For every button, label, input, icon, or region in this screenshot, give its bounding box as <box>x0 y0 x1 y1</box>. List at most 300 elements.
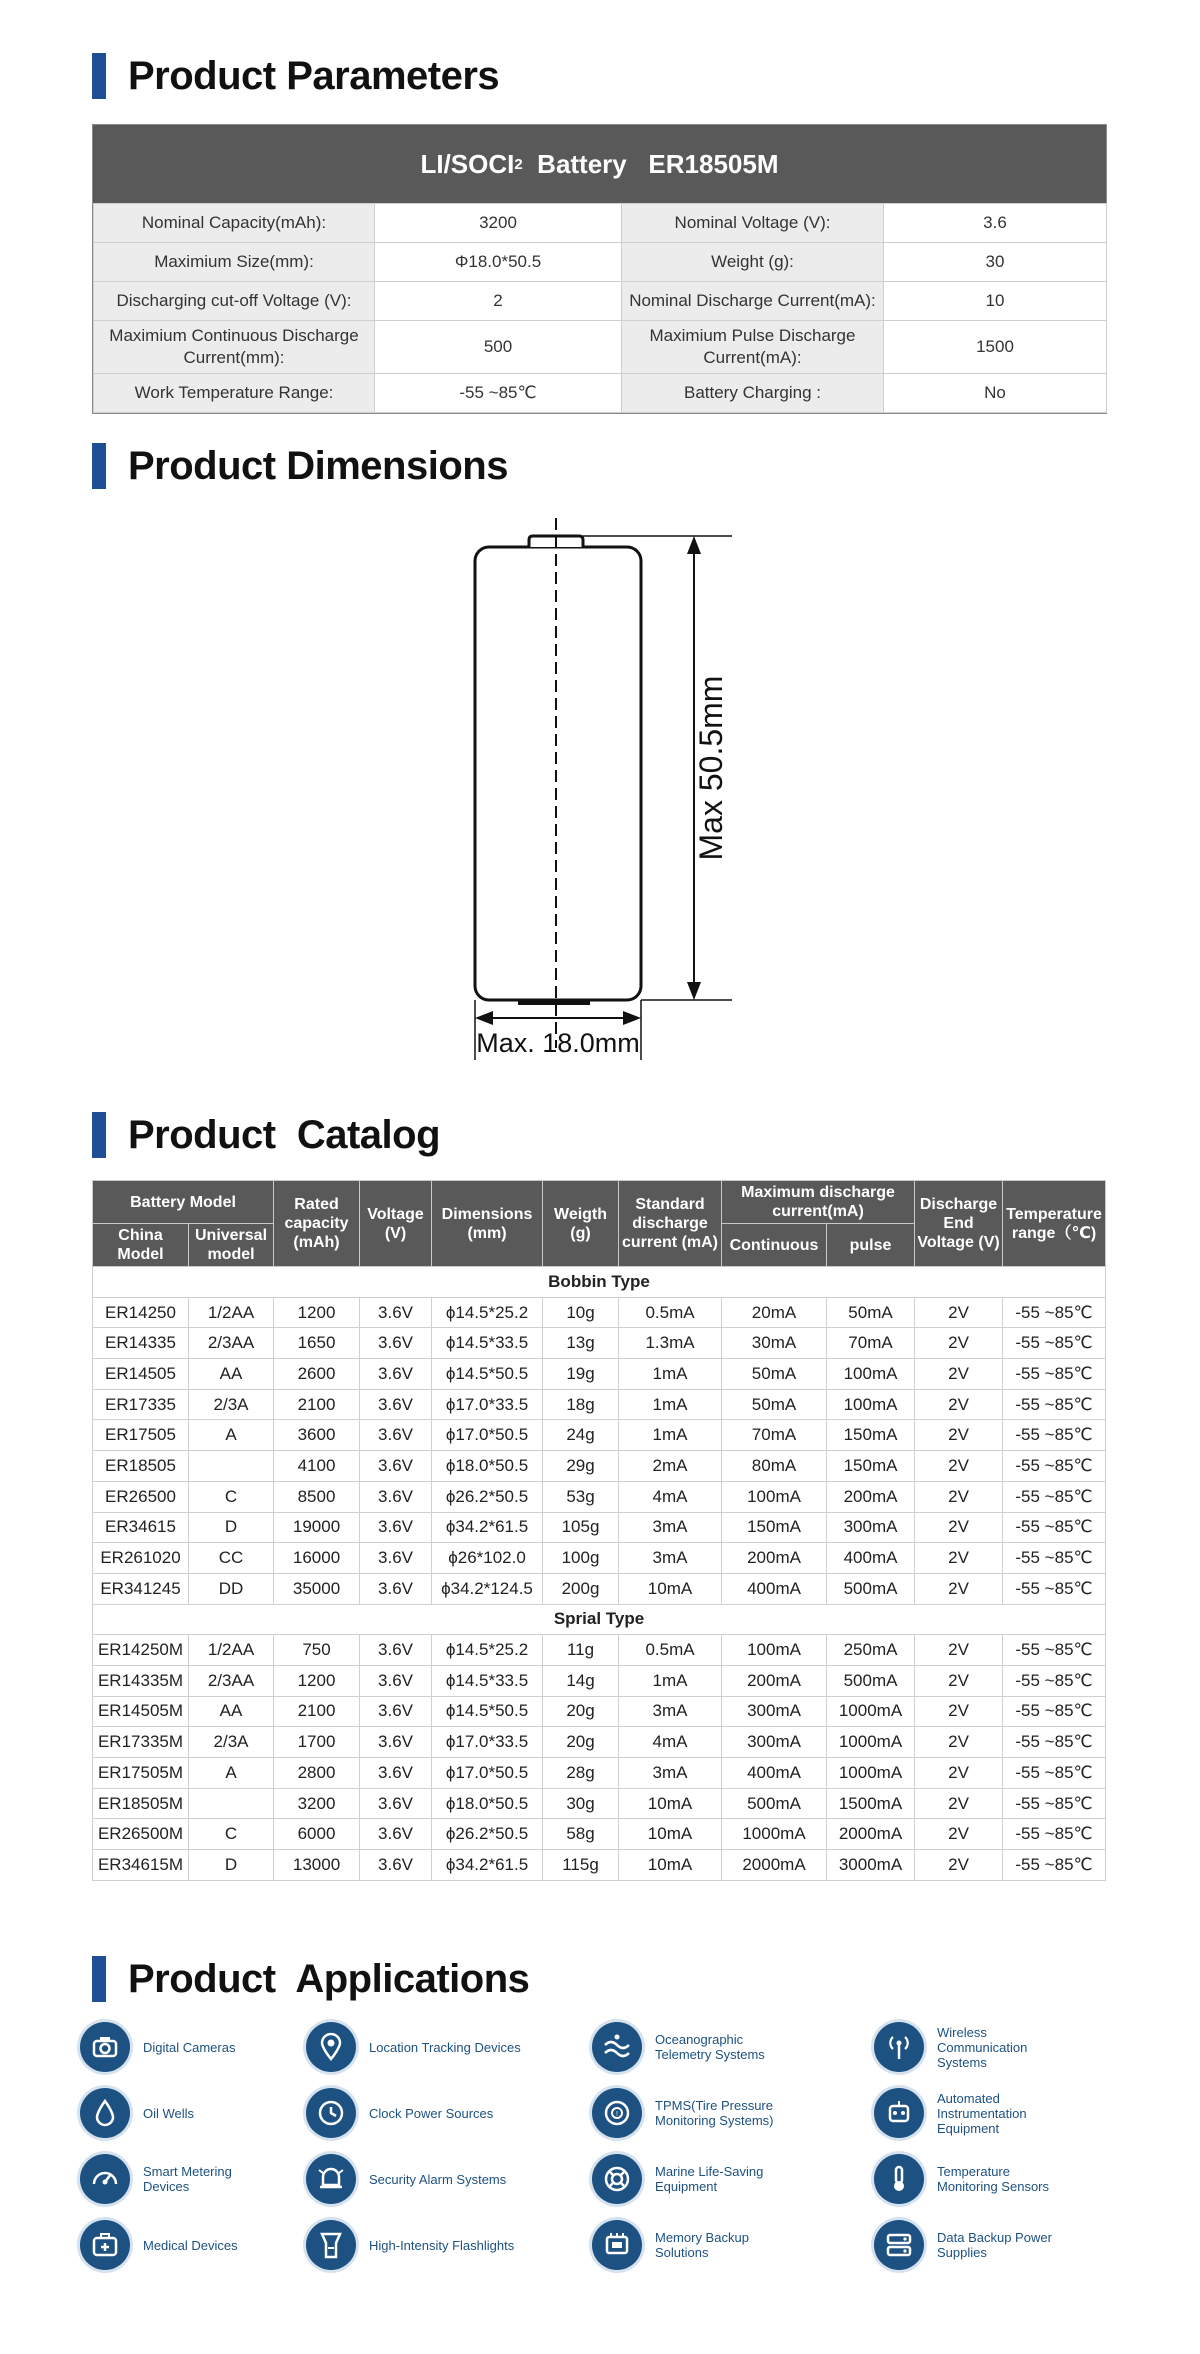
table-cell: 150mA <box>827 1451 915 1482</box>
catalog-table <box>92 1180 1105 1881</box>
table-cell: 3600 <box>274 1420 360 1451</box>
parameter-value: 10 <box>884 282 1107 321</box>
table-cell: 19000 <box>274 1512 360 1543</box>
section-heading-dimensions <box>92 442 508 490</box>
arrowhead-left <box>475 1011 493 1025</box>
oil-drop-icon <box>80 2088 130 2138</box>
parameter-label: Discharging cut-off Voltage (V): <box>94 282 375 321</box>
table-cell: 3.6V <box>360 1451 432 1482</box>
parameters-table <box>92 124 1107 414</box>
application-item <box>80 2022 235 2072</box>
application-label: Wireless Communication Systems <box>937 2024 1028 2070</box>
table-cell: 300mA <box>722 1727 827 1758</box>
table-cell: 30g <box>543 1788 619 1819</box>
table-cell: -55 ~85℃ <box>1003 1481 1106 1512</box>
table-cell: 1000mA <box>827 1727 915 1758</box>
table-row <box>93 1389 1106 1420</box>
table-row <box>93 1665 1106 1696</box>
table-cell: 3.6V <box>360 1665 432 1696</box>
table-cell: 200mA <box>827 1481 915 1512</box>
application-label: Digital Cameras <box>143 2039 236 2055</box>
table-cell: 2mA <box>619 1451 722 1482</box>
svg-text:!: ! <box>616 2111 618 2118</box>
table-cell: ER17505M <box>93 1758 189 1789</box>
table-cell: 3.6V <box>360 1297 432 1328</box>
table-cell: 200mA <box>722 1543 827 1574</box>
table-cell: ER18505M <box>93 1788 189 1819</box>
parameter-row <box>94 282 1107 321</box>
table-row <box>93 1727 1106 1758</box>
header-battery-model: Battery Model <box>93 1181 274 1224</box>
table-cell: 13g <box>543 1328 619 1359</box>
table-cell: 2100 <box>274 1696 360 1727</box>
table-cell: 1mA <box>619 1389 722 1420</box>
table-cell: 1/2AA <box>189 1297 274 1328</box>
parameter-value: -55 ~85℃ <box>375 374 622 413</box>
table-cell: 3.6V <box>360 1696 432 1727</box>
table-cell: ER26500 <box>93 1481 189 1512</box>
table-cell: ϕ26.2*50.5 <box>432 1481 543 1512</box>
table-cell: ϕ14.5*50.5 <box>432 1359 543 1390</box>
table-cell: ER341245 <box>93 1573 189 1604</box>
table-cell: 2600 <box>274 1359 360 1390</box>
title-subscript: 2 <box>514 155 523 173</box>
group-row <box>93 1604 1106 1635</box>
table-cell: ER14250M <box>93 1635 189 1666</box>
parameter-label: Maximium Size(mm): <box>94 243 375 282</box>
table-row <box>93 1788 1106 1819</box>
table-cell: 3.6V <box>360 1481 432 1512</box>
table-row <box>93 1696 1106 1727</box>
table-cell: 2V <box>915 1297 1003 1328</box>
table-cell: 300mA <box>827 1512 915 1543</box>
header-std-discharge: Standard discharge current (mA) <box>619 1181 722 1267</box>
section-heading-parameters <box>92 52 499 100</box>
tire-icon <box>592 2088 642 2138</box>
table-cell: 2V <box>915 1788 1003 1819</box>
table-cell: 2100 <box>274 1389 360 1420</box>
table-cell: ϕ14.5*33.5 <box>432 1328 543 1359</box>
table-cell: A <box>189 1420 274 1451</box>
parameter-value: 3200 <box>375 204 622 243</box>
table-cell: 2/3A <box>189 1389 274 1420</box>
parameter-label: Nominal Capacity(mAh): <box>94 204 375 243</box>
section-title: Product Parameters <box>128 53 500 98</box>
table-cell: ER261020 <box>93 1543 189 1574</box>
table-cell: 2/3AA <box>189 1328 274 1359</box>
table-cell: 8500 <box>274 1481 360 1512</box>
application-label: Medical Devices <box>143 2237 238 2253</box>
table-cell: 2/3A <box>189 1727 274 1758</box>
table-cell: 3.6V <box>360 1573 432 1604</box>
parameter-value: 30 <box>884 243 1107 282</box>
table-cell: 3.6V <box>360 1788 432 1819</box>
table-cell: -55 ~85℃ <box>1003 1788 1106 1819</box>
table-row <box>93 1758 1106 1789</box>
heading-accent-bar <box>92 443 106 489</box>
table-cell: CC <box>189 1543 274 1574</box>
header-voltage: Voltage (V) <box>360 1181 432 1267</box>
table-cell: 50mA <box>722 1359 827 1390</box>
parameter-value: 2 <box>375 282 622 321</box>
table-cell: 3000mA <box>827 1850 915 1881</box>
table-cell: 100g <box>543 1543 619 1574</box>
table-cell: 500mA <box>722 1788 827 1819</box>
table-cell: 1000mA <box>827 1758 915 1789</box>
table-cell: 1000mA <box>722 1819 827 1850</box>
heading-accent-bar <box>92 1956 106 2002</box>
parameter-label: Work Temperature Range: <box>94 374 375 413</box>
group-row <box>93 1267 1106 1298</box>
table-cell: 500mA <box>827 1573 915 1604</box>
header-end-voltage: Discharge End Voltage (V) <box>915 1181 1003 1267</box>
parameter-value: 1500 <box>884 321 1107 374</box>
location-pin-icon <box>306 2022 356 2072</box>
table-cell: 29g <box>543 1451 619 1482</box>
parameter-label: Battery Charging : <box>622 374 884 413</box>
table-cell: 500mA <box>827 1665 915 1696</box>
table-cell: AA <box>189 1696 274 1727</box>
table-cell: D <box>189 1850 274 1881</box>
application-label: Data Backup Power Supplies <box>937 2230 1052 2260</box>
table-cell: 1.3mA <box>619 1328 722 1359</box>
table-cell: -55 ~85℃ <box>1003 1389 1106 1420</box>
table-cell: ER34615 <box>93 1512 189 1543</box>
table-cell: 2V <box>915 1481 1003 1512</box>
application-item <box>306 2220 514 2270</box>
parameter-value: 500 <box>375 321 622 374</box>
table-cell: 0.5mA <box>619 1297 722 1328</box>
table-cell: D <box>189 1512 274 1543</box>
application-item <box>80 2154 263 2204</box>
parameter-label: Weight (g): <box>622 243 884 282</box>
parameter-row <box>94 204 1107 243</box>
table-cell: 1200 <box>274 1297 360 1328</box>
table-cell: 2V <box>915 1758 1003 1789</box>
table-cell: A <box>189 1758 274 1789</box>
table-cell: 3mA <box>619 1758 722 1789</box>
table-cell: ϕ17.0*50.5 <box>432 1420 543 1451</box>
table-cell: 3mA <box>619 1512 722 1543</box>
table-cell: -55 ~85℃ <box>1003 1696 1106 1727</box>
section-title: Product Applications <box>128 1956 530 2001</box>
table-cell: ϕ18.0*50.5 <box>432 1788 543 1819</box>
table-cell: ϕ34.2*61.5 <box>432 1512 543 1543</box>
table-cell: 13000 <box>274 1850 360 1881</box>
parameter-value: 3.6 <box>884 204 1107 243</box>
table-cell: 6000 <box>274 1819 360 1850</box>
application-item <box>592 2154 775 2204</box>
table-cell: 2V <box>915 1850 1003 1881</box>
table-cell: ER14335 <box>93 1328 189 1359</box>
parameter-row <box>94 243 1107 282</box>
table-cell: 19g <box>543 1359 619 1390</box>
table-cell: 1mA <box>619 1359 722 1390</box>
title-post: Battery ER18505M <box>522 148 779 179</box>
application-label: Location Tracking Devices <box>369 2039 521 2055</box>
table-cell: 2800 <box>274 1758 360 1789</box>
parameter-label: Nominal Voltage (V): <box>622 204 884 243</box>
table-cell: 3.6V <box>360 1758 432 1789</box>
table-cell: ϕ14.5*33.5 <box>432 1665 543 1696</box>
table-cell: C <box>189 1819 274 1850</box>
table-cell: ϕ17.0*33.5 <box>432 1389 543 1420</box>
clock-icon <box>306 2088 356 2138</box>
table-cell: 4mA <box>619 1727 722 1758</box>
table-cell: ϕ26*102.0 <box>432 1543 543 1574</box>
heading-accent-bar <box>92 53 106 99</box>
table-cell: AA <box>189 1359 274 1390</box>
table-cell: -55 ~85℃ <box>1003 1758 1106 1789</box>
table-row <box>93 1819 1106 1850</box>
table-row <box>93 1573 1106 1604</box>
medical-kit-icon <box>80 2220 130 2270</box>
application-item <box>874 2022 1057 2072</box>
table-cell: 1mA <box>619 1665 722 1696</box>
table-cell: 53g <box>543 1481 619 1512</box>
table-cell: 20g <box>543 1727 619 1758</box>
table-cell: 2V <box>915 1451 1003 1482</box>
table-cell: 3.6V <box>360 1328 432 1359</box>
application-item <box>306 2022 521 2072</box>
table-cell: 1500mA <box>827 1788 915 1819</box>
application-label: Oceanographic Telemetry Systems <box>655 2032 765 2062</box>
header-rated-capacity: Rated capacity (mAh) <box>274 1181 360 1267</box>
battery-drawing-svg <box>430 500 750 1060</box>
table-cell: 10g <box>543 1297 619 1328</box>
table-cell: 3.6V <box>360 1850 432 1881</box>
header-pulse: pulse <box>827 1224 915 1267</box>
table-cell: 300mA <box>722 1696 827 1727</box>
table-cell: 30mA <box>722 1328 827 1359</box>
table-row <box>93 1512 1106 1543</box>
table-cell: 105g <box>543 1512 619 1543</box>
application-label: Security Alarm Systems <box>369 2171 507 2187</box>
table-cell: 2000mA <box>722 1850 827 1881</box>
table-cell: 2V <box>915 1543 1003 1574</box>
application-label: Smart Metering Devices <box>143 2164 232 2194</box>
section-heading-applications <box>92 1955 529 2003</box>
application-item <box>80 2220 238 2270</box>
table-cell: 1650 <box>274 1328 360 1359</box>
table-cell: 150mA <box>722 1512 827 1543</box>
table-cell <box>189 1788 274 1819</box>
server-icon <box>874 2220 924 2270</box>
table-cell: 400mA <box>827 1543 915 1574</box>
parameter-label: Nominal Discharge Current(mA): <box>622 282 884 321</box>
table-cell: 1000mA <box>827 1696 915 1727</box>
table-cell: 100mA <box>722 1635 827 1666</box>
table-cell: 200mA <box>722 1665 827 1696</box>
header-universal-model: Universal model <box>189 1224 274 1267</box>
antenna-icon <box>874 2022 924 2072</box>
table-cell: 3.6V <box>360 1635 432 1666</box>
table-cell: 10mA <box>619 1819 722 1850</box>
table-cell: 50mA <box>827 1297 915 1328</box>
application-label: Marine Life-Saving Equipment <box>655 2164 764 2194</box>
table-cell: ϕ17.0*50.5 <box>432 1758 543 1789</box>
applications-grid <box>80 2022 1140 2312</box>
parameter-label: Maximium Continuous Discharge Current(mm): <box>94 321 375 374</box>
parameter-row <box>94 374 1107 413</box>
table-cell: 50mA <box>722 1389 827 1420</box>
application-item <box>592 2088 775 2138</box>
table-cell: 400mA <box>722 1758 827 1789</box>
header-temperature: Temperature range（℃) <box>1003 1181 1106 1267</box>
table-cell: 10mA <box>619 1573 722 1604</box>
dimension-drawing <box>430 500 750 1060</box>
table-cell: 2V <box>915 1573 1003 1604</box>
header-weight: Weigth (g) <box>543 1181 619 1267</box>
application-label: High-Intensity Flashlights <box>369 2237 515 2253</box>
table-cell: 10mA <box>619 1788 722 1819</box>
table-cell: 16000 <box>274 1543 360 1574</box>
table-cell: 3.6V <box>360 1727 432 1758</box>
application-label: Memory Backup Solutions <box>655 2230 749 2260</box>
table-cell: -55 ~85℃ <box>1003 1451 1106 1482</box>
group-title: Sprial Type <box>93 1604 1106 1635</box>
table-cell: 10mA <box>619 1850 722 1881</box>
table-cell: ER14250 <box>93 1297 189 1328</box>
application-item <box>874 2088 1057 2138</box>
table-cell: ER26500M <box>93 1819 189 1850</box>
table-cell: -55 ~85℃ <box>1003 1819 1106 1850</box>
table-cell: ER17335 <box>93 1389 189 1420</box>
flashlight-icon <box>306 2220 356 2270</box>
table-cell: -55 ~85℃ <box>1003 1512 1106 1543</box>
application-item <box>592 2220 775 2270</box>
application-item <box>874 2154 1057 2204</box>
table-row <box>93 1850 1106 1881</box>
table-row <box>93 1420 1106 1451</box>
application-label: Oil Wells <box>143 2105 195 2121</box>
table-cell: -55 ~85℃ <box>1003 1850 1106 1881</box>
table-cell: 3200 <box>274 1788 360 1819</box>
parameter-value: No <box>884 374 1107 413</box>
title-pre: LI/SOCI <box>420 148 515 179</box>
table-cell: 100mA <box>827 1389 915 1420</box>
parameters-title <box>93 125 1106 203</box>
table-cell: 100mA <box>827 1359 915 1390</box>
table-cell: ϕ18.0*50.5 <box>432 1451 543 1482</box>
table-cell: 20mA <box>722 1297 827 1328</box>
table-cell: 2000mA <box>827 1819 915 1850</box>
application-item <box>874 2220 1057 2270</box>
table-cell: ER14335M <box>93 1665 189 1696</box>
application-label: TPMS(Tire Pressure Monitoring Systems) <box>655 2098 774 2128</box>
table-cell: 115g <box>543 1850 619 1881</box>
table-cell: -55 ~85℃ <box>1003 1727 1106 1758</box>
table-cell: 11g <box>543 1635 619 1666</box>
battery-body <box>475 547 641 1000</box>
camera-icon <box>80 2022 130 2072</box>
application-label: Clock Power Sources <box>369 2105 494 2121</box>
table-cell: ϕ14.5*50.5 <box>432 1696 543 1727</box>
table-cell: -55 ~85℃ <box>1003 1635 1106 1666</box>
table-cell: -55 ~85℃ <box>1003 1420 1106 1451</box>
table-cell: ER14505 <box>93 1359 189 1390</box>
table-cell: 1700 <box>274 1727 360 1758</box>
table-cell: 2V <box>915 1696 1003 1727</box>
table-cell: 58g <box>543 1819 619 1850</box>
section-title: Product Dimensions <box>128 443 508 488</box>
table-cell: 18g <box>543 1389 619 1420</box>
table-cell: 1/2AA <box>189 1635 274 1666</box>
table-cell: 20g <box>543 1696 619 1727</box>
table-cell: ER18505 <box>93 1451 189 1482</box>
header-china-model: China Model <box>93 1224 189 1267</box>
table-cell: 3mA <box>619 1696 722 1727</box>
table-cell: 3.6V <box>360 1819 432 1850</box>
height-label: Max 50.5mm <box>693 675 729 861</box>
table-cell: ER34615M <box>93 1850 189 1881</box>
table-cell: 3.6V <box>360 1512 432 1543</box>
table-cell: -55 ~85℃ <box>1003 1543 1106 1574</box>
table-cell: ER14505M <box>93 1696 189 1727</box>
table-cell: 2V <box>915 1819 1003 1850</box>
section-heading-catalog <box>92 1111 440 1159</box>
arrowhead-up <box>687 536 701 554</box>
table-cell: 35000 <box>274 1573 360 1604</box>
application-item <box>306 2154 506 2204</box>
arrowhead-down <box>687 982 701 1000</box>
table-cell: 150mA <box>827 1420 915 1451</box>
table-cell: 400mA <box>722 1573 827 1604</box>
table-cell: -55 ~85℃ <box>1003 1359 1106 1390</box>
arrowhead-right <box>623 1011 641 1025</box>
table-row <box>93 1328 1106 1359</box>
table-cell: ER17335M <box>93 1727 189 1758</box>
application-item <box>306 2088 493 2138</box>
table-row <box>93 1297 1106 1328</box>
table-cell: ϕ17.0*33.5 <box>432 1727 543 1758</box>
parameter-value: Φ18.0*50.5 <box>375 243 622 282</box>
parameter-label: Maximium Pulse Discharge Current(mA): <box>622 321 884 374</box>
table-cell: 80mA <box>722 1451 827 1482</box>
table-cell: 4mA <box>619 1481 722 1512</box>
gauge-icon <box>80 2154 130 2204</box>
battery-bottom-contact <box>518 1000 590 1005</box>
table-cell: 3.6V <box>360 1543 432 1574</box>
table-cell: DD <box>189 1573 274 1604</box>
memory-icon <box>592 2220 642 2270</box>
header-continuous: Continuous <box>722 1224 827 1267</box>
table-row <box>93 1481 1106 1512</box>
table-cell: 2V <box>915 1420 1003 1451</box>
table-cell: ϕ14.5*25.2 <box>432 1297 543 1328</box>
table-cell: 70mA <box>827 1328 915 1359</box>
application-label: Temperature Monitoring Sensors <box>937 2164 1049 2194</box>
table-cell: -55 ~85℃ <box>1003 1297 1106 1328</box>
lifebuoy-icon <box>592 2154 642 2204</box>
table-cell: ϕ26.2*50.5 <box>432 1819 543 1850</box>
table-cell: 200g <box>543 1573 619 1604</box>
table-row <box>93 1359 1106 1390</box>
table-cell: 70mA <box>722 1420 827 1451</box>
thermometer-icon <box>874 2154 924 2204</box>
parameter-row <box>94 321 1107 374</box>
table-cell: 2V <box>915 1635 1003 1666</box>
table-cell: 2V <box>915 1727 1003 1758</box>
application-item <box>592 2022 775 2072</box>
ocean-icon <box>592 2022 642 2072</box>
table-cell: 750 <box>274 1635 360 1666</box>
table-cell: 3mA <box>619 1543 722 1574</box>
table-cell: 2V <box>915 1665 1003 1696</box>
table-cell: 2V <box>915 1359 1003 1390</box>
table-cell: 3.6V <box>360 1359 432 1390</box>
robot-icon <box>874 2088 924 2138</box>
